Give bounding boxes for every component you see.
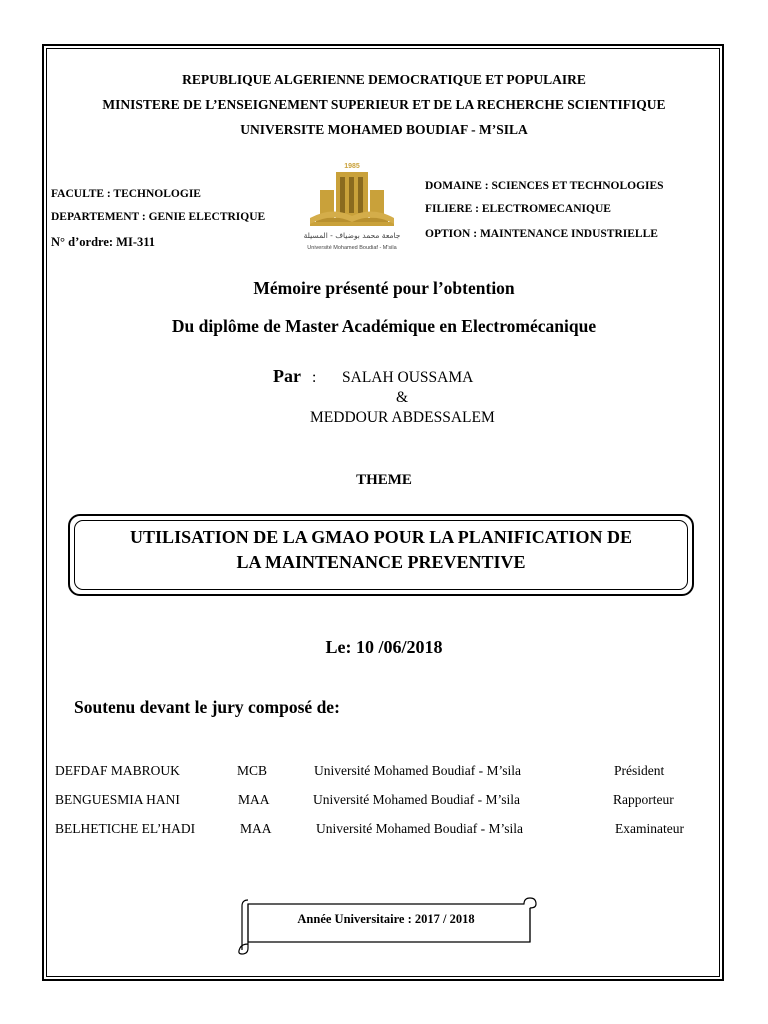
option-label: OPTION : MAINTENANCE INDUSTRIELLE bbox=[425, 228, 658, 240]
thesis-title-line2: LA MAINTENANCE PREVENTIVE bbox=[236, 552, 526, 572]
jury-member-institution: Université Mohamed Boudiaf - M’sila bbox=[316, 821, 523, 836]
header-ministry: MINISTERE DE L’ENSEIGNEMENT SUPERIEUR ET DE LA RECHERCHE SCIENTIFIQUE bbox=[102, 97, 666, 112]
jury-member-name: BELHETICHE EL’HADI bbox=[55, 821, 196, 836]
domaine-label: DOMAINE : SCIENCES ET TECHNOLOGIES bbox=[425, 180, 664, 192]
university-logo bbox=[296, 160, 408, 256]
jury-heading: Soutenu devant le jury composé de: bbox=[74, 697, 340, 717]
jury-member-name: DEFDAF MABROUK bbox=[55, 763, 180, 778]
defense-date: Le: 10 /06/2018 bbox=[325, 637, 443, 657]
filiere-label: FILIERE : ELECTROMECANIQUE bbox=[425, 203, 611, 215]
jury-member-grade: MCB bbox=[237, 763, 268, 778]
author-2: MEDDOUR ABDESSALEM bbox=[310, 409, 495, 426]
jury-member-grade: MAA bbox=[240, 821, 272, 836]
academic-year-scroll bbox=[238, 896, 542, 958]
logo-latin-name: Université Mohamed Boudiaf - M'sila bbox=[307, 245, 397, 251]
header-republic: REPUBLIQUE ALGERIENNE DEMOCRATIQUE ET POPULAIRE bbox=[182, 72, 586, 87]
author-1: SALAH OUSSAMA bbox=[342, 369, 474, 386]
thesis-title-line1: UTILISATION DE LA GMAO POUR LA PLANIFICATION DE bbox=[130, 527, 632, 547]
jury-member-institution: Université Mohamed Boudiaf - M’sila bbox=[313, 792, 520, 807]
header-university: UNIVERSITE MOHAMED BOUDIAF - M’SILA bbox=[240, 122, 528, 137]
jury-member-grade: MAA bbox=[238, 792, 270, 807]
ordre-label: N° d’ordre: MI-311 bbox=[51, 235, 156, 249]
jury-member-role: Rapporteur bbox=[613, 792, 674, 807]
jury-member-role: Président bbox=[614, 763, 665, 778]
jury-member-name: BENGUESMIA HANI bbox=[55, 792, 180, 807]
theme-label: THEME bbox=[356, 472, 412, 488]
academic-year: Année Universitaire : 2017 / 2018 bbox=[297, 912, 475, 926]
jury-member-role: Examinateur bbox=[615, 821, 684, 836]
author-ampersand: & bbox=[396, 389, 409, 406]
par-label: Par bbox=[273, 366, 301, 386]
par-colon: : bbox=[312, 369, 317, 386]
departement-label: DEPARTEMENT : GENIE ELECTRIQUE bbox=[51, 211, 266, 223]
logo-year: 1985 bbox=[344, 163, 360, 170]
jury-member-institution: Université Mohamed Boudiaf - M’sila bbox=[314, 763, 521, 778]
memoire-line1: Mémoire présenté pour l’obtention bbox=[253, 278, 515, 298]
faculte-label: FACULTE : TECHNOLOGIE bbox=[51, 188, 201, 200]
memoire-line2: Du diplôme de Master Académique en Electromécanique bbox=[171, 316, 597, 336]
logo-arabic-name: جامعة محمد بوضياف - المسيلة bbox=[303, 231, 401, 240]
